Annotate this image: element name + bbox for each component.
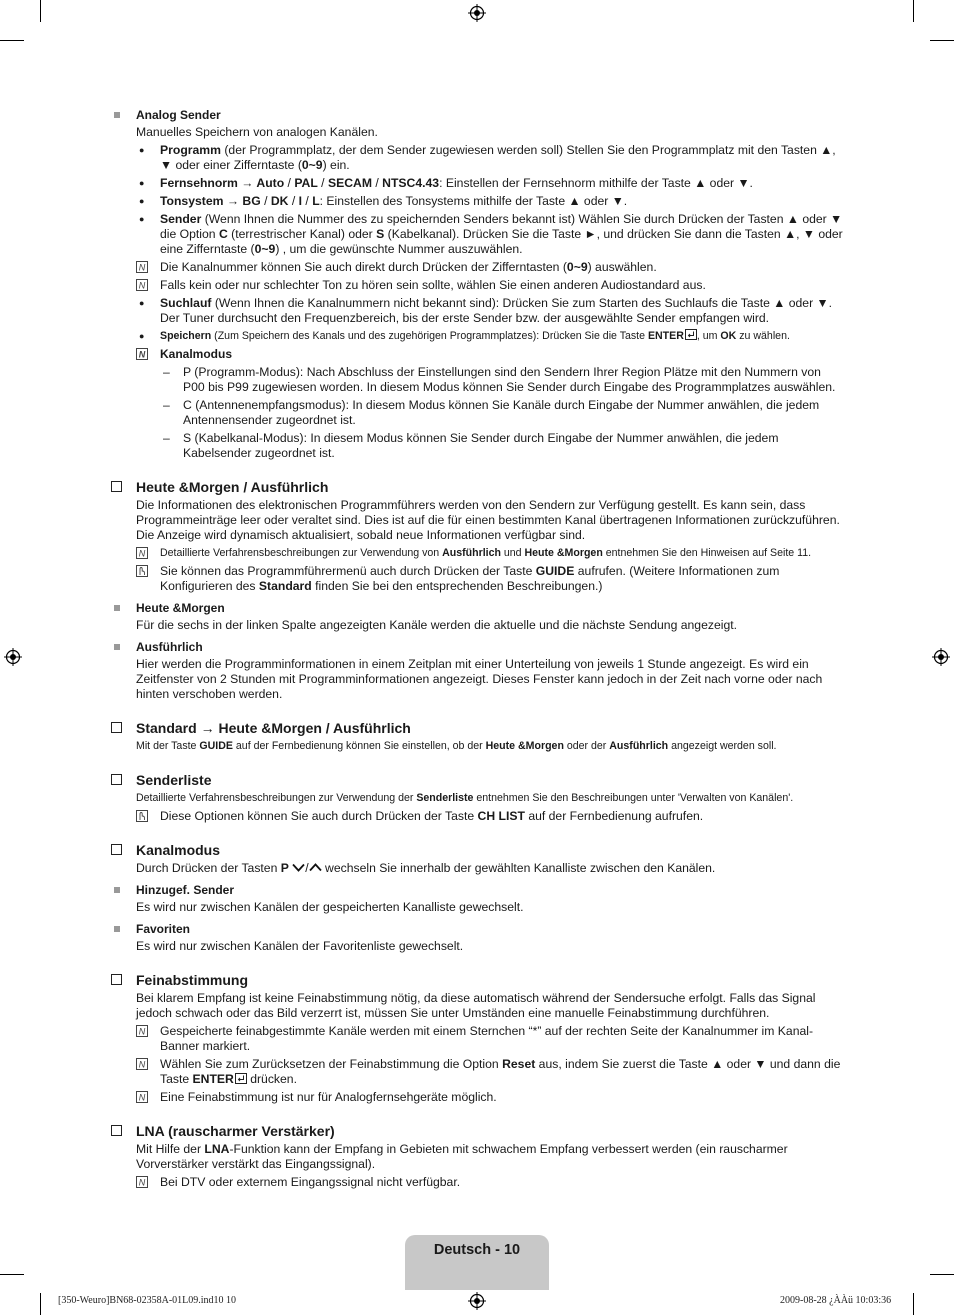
fernsehnorm-item: ● Fernsehnorm → Auto / PAL / SECAM / NTSC4.43: Einstellen der Fernsehnorm mithilfe der Taste ▲ oder ▼. <box>110 176 845 191</box>
heute-note-1: N Detaillierte Verfahrensbeschreibungen zur Verwendung von Ausführlich und Heute &Morgen entnehmen Sie den Hinweisen auf Seite 11. <box>110 546 845 561</box>
hinzugef-sender-heading: Hinzugef. Sender <box>110 883 845 898</box>
remote-button-icon <box>136 565 148 577</box>
kanalmodus-body: Durch Drücken der Tasten P / wechseln Sie innerhalb der gewählten Kanalliste zwischen den Kanälen. <box>136 861 716 875</box>
registration-mark-icon <box>468 4 486 22</box>
registration-mark-icon <box>4 648 22 666</box>
favoriten-heading: Favoriten <box>110 922 845 937</box>
mode-p-item: – P (Programm-Modus): Nach Abschluss der Einstellungen sind den Sendern Ihrer Region Plätze mit den Nummern von P00 bis P99 zugewiesen worden. In diesem Modus können Sie Sender durch Eingabe des Programmplatzes auswählen. <box>110 365 845 395</box>
svg-text:N: N <box>138 280 146 291</box>
crop-mark <box>0 40 24 41</box>
svg-text:N: N <box>138 1059 146 1070</box>
crop-mark <box>0 1274 24 1275</box>
crop-mark <box>913 1293 914 1315</box>
svg-text:N: N <box>138 349 146 360</box>
standard-body: Mit der Taste GUIDE auf der Fernbedienung können Sie einstellen, ob der Heute &Morgen oder der Ausführlich angezeigt werden soll. <box>136 740 777 752</box>
sender-note-1: N Die Kanalnummer können Sie auch direkt durch Drücken der Zifferntasten (0~9) auswählen. <box>110 260 845 275</box>
favoriten-body: Es wird nur zwischen Kanälen der Favoritenliste gewechselt. <box>136 939 464 953</box>
fein-note-3: N Eine Feinabstimmung ist nur für Analogfernsehgeräte möglich. <box>110 1090 845 1105</box>
svg-text:N: N <box>138 1177 146 1188</box>
heute-body: Die Informationen des elektronischen Programmführers werden von den Sendern zur Verfügung gestellt. Es kann sein, dass Programmeinträge leer oder veraltet sind. Dies ist auf die für einen bestimmten Kanal übertragenen Informationen zurückzuführen. Die Anzeige wird dynamisch aktualisiert, sobald neue Informationen verfügbar sind. <box>136 498 840 542</box>
note-icon <box>136 1058 148 1070</box>
lna-note: N Bei DTV oder externem Eingangssignal nicht verfügbar. <box>110 1175 845 1190</box>
sender-item: ● Sender (Wenn Ihnen die Nummer des zu speichernden Senders bekannt ist) Wählen Sie durch Drücken der Tasten ▲ oder ▼ die Option C (terrestrischer Kanal) oder S (Kabelkanal). Drücken Sie die Taste ►, und drücken Sie dann die Tasten ▲, ▼ oder eine Zifferntaste (0~9) , um die gewünschte Nummer auszuwählen. <box>110 212 845 257</box>
analog-sender-heading: Analog Sender <box>110 108 845 123</box>
mode-c-item: – C (Antennenempfangsmodus): In diesem Modus können Sie Kanäle durch Eingabe der Nummer anwählen, die jedem Antennensender zugeordnet ist. <box>110 398 845 428</box>
section-kanalmodus-title: Kanalmodus <box>110 841 845 859</box>
section-senderliste-title: Senderliste <box>110 771 845 789</box>
enter-key-icon <box>685 329 697 340</box>
note-icon <box>136 1025 148 1037</box>
sender-note-2: N Falls kein oder nur schlechter Ton zu hören sein sollte, wählen Sie einen anderen Audiostandard aus. <box>110 278 845 293</box>
chevron-down-icon <box>292 863 305 872</box>
chevron-up-icon <box>309 863 322 872</box>
fein-body: Bei klarem Empfang ist keine Feinabstimmung nötig, da diese automatisch während der Sendersuche erfolgt. Falls das Signal jedoch schwach oder das Bild verzerrt ist, müssen Sie unter Umständen eine manuelle Feinabstimmung durchführen. <box>136 991 816 1020</box>
analog-intro: Manuelles Speichern von analogen Kanälen. <box>136 125 378 139</box>
suchlauf-item: ● Suchlauf (Wenn Ihnen die Kanalnummern nicht bekannt sind): Drücken Sie zum Starten des Suchlaufs die Taste ▲ oder ▼. Der Tuner durchsucht den Frequenzbereich, bis der erste Sender bzw. der ausgewählte Sender empfangen wird. <box>110 296 845 326</box>
crop-mark <box>930 1274 954 1275</box>
speichern-item: ● Speichern (Zum Speichern des Kanals und des zugehörigen Programmplatzes): Drücken Sie die Taste ENTER , um OK zu wählen. <box>110 329 845 344</box>
note-icon <box>136 348 148 360</box>
ausfuehrlich-sub-body: Hier werden die Programminformationen in einem Zeitplan mit einer Unterteilung von jeweils 1 Stunde angezeigt. Es wird ein Zeitfenster von 2 Stunden mit Programminformationen angezeigt. Dieses Fenster kann jedoch in der Zeit nach vorne oder nach hinten verschoben werden. <box>136 657 823 701</box>
registration-mark-icon <box>468 1292 486 1310</box>
kanalmodus-note-heading: N Kanalmodus <box>110 347 845 362</box>
note-icon <box>136 1176 148 1188</box>
enter-key-icon <box>235 1073 247 1084</box>
registration-mark-icon <box>932 648 950 666</box>
section-standard-title: Standard → Heute &Morgen / Ausführlich <box>110 719 845 737</box>
print-slug-right: 2009-08-28 ¿ÀÀü 10:03:36 <box>780 1295 892 1306</box>
page-number-label: Deutsch - 10 <box>433 1242 521 1258</box>
svg-text:N: N <box>138 548 146 559</box>
section-lna-title: LNA (rauscharmer Verstärker) <box>110 1122 845 1140</box>
note-icon <box>136 261 148 273</box>
fein-note-1: N Gespeicherte feinabgestimmte Kanäle werden mit einem Sternchen “*” auf der rechten Seite der Kanalnummer im Kanal-Banner markiert. <box>110 1024 845 1054</box>
tonsystem-item: ● Tonsystem → BG / DK / I / L: Einstellen des Tonsystems mithilfe der Taste ▲ oder ▼. <box>110 194 845 209</box>
note-icon <box>136 1091 148 1103</box>
note-icon <box>136 279 148 291</box>
programm-item: ● Programm (der Programmplatz, der dem Sender zugewiesen werden soll) Stellen Sie den Programmplatz mit den Tasten ▲, ▼ oder einer Zifferntaste (0~9) ein. <box>110 143 845 173</box>
crop-mark <box>913 0 914 22</box>
remote-button-icon <box>136 810 148 822</box>
lna-body: Mit Hilfe der LNA-Funktion kann der Empfang in Gebieten mit schwachem Empfang verbessert werden (ein rauscharmer Vorverstärker verstärkt das Eingangssignal). <box>136 1142 788 1171</box>
ausfuehrlich-sub-heading: Ausführlich <box>110 640 845 655</box>
crop-mark <box>930 40 954 41</box>
senderliste-note: Diese Optionen können Sie auch durch Drücken der Taste CH LIST auf der Fernbedienung aufrufen. <box>110 809 845 824</box>
heute-note-2: Sie können das Programmführermenü auch durch Drücken der Taste GUIDE aufrufen. (Weitere Informationen zum Konfigurieren des Standard finden Sie bei den entsprechenden Beschreibungen.) <box>110 564 845 594</box>
print-slug-left: [350-Weuro]BN68-02358A-01L09.ind10 10 <box>58 1295 237 1306</box>
heute-morgen-sub-heading: Heute &Morgen <box>110 601 845 616</box>
svg-text:N: N <box>138 262 146 273</box>
mode-s-item: – S (Kabelkanal-Modus): In diesem Modus können Sie Sender durch Eingabe der Nummer anwählen, die jedem Kabelsender zugeordnet ist. <box>110 431 845 461</box>
crop-mark <box>40 1293 41 1315</box>
svg-text:N: N <box>138 1092 146 1103</box>
senderliste-body: Detaillierte Verfahrensbeschreibungen zur Verwendung der Senderliste entnehmen Sie den Beschreibungen unter 'Verwalten von Kanälen'. <box>136 792 794 804</box>
hinzugef-sender-body: Es wird nur zwischen Kanälen der gespeicherten Kanalliste gewechselt. <box>136 900 524 914</box>
section-heute-morgen-title: Heute &Morgen / Ausführlich <box>110 478 845 496</box>
section-feinabstimmung-title: Feinabstimmung <box>110 971 845 989</box>
manual-page-content <box>110 108 845 1190</box>
heute-morgen-sub-body: Für die sechs in der linken Spalte angezeigten Kanäle werden die aktuelle und die nächste Sendung angezeigt. <box>136 618 737 632</box>
crop-mark <box>40 0 41 22</box>
svg-text:N: N <box>138 1026 146 1037</box>
note-icon <box>136 547 148 559</box>
fein-note-2: N Wählen Sie zum Zurücksetzen der Feinabstimmung die Option Reset aus, indem Sie zuerst die Taste ▲ oder ▼ und dann die Taste ENTER drücken. <box>110 1057 845 1087</box>
